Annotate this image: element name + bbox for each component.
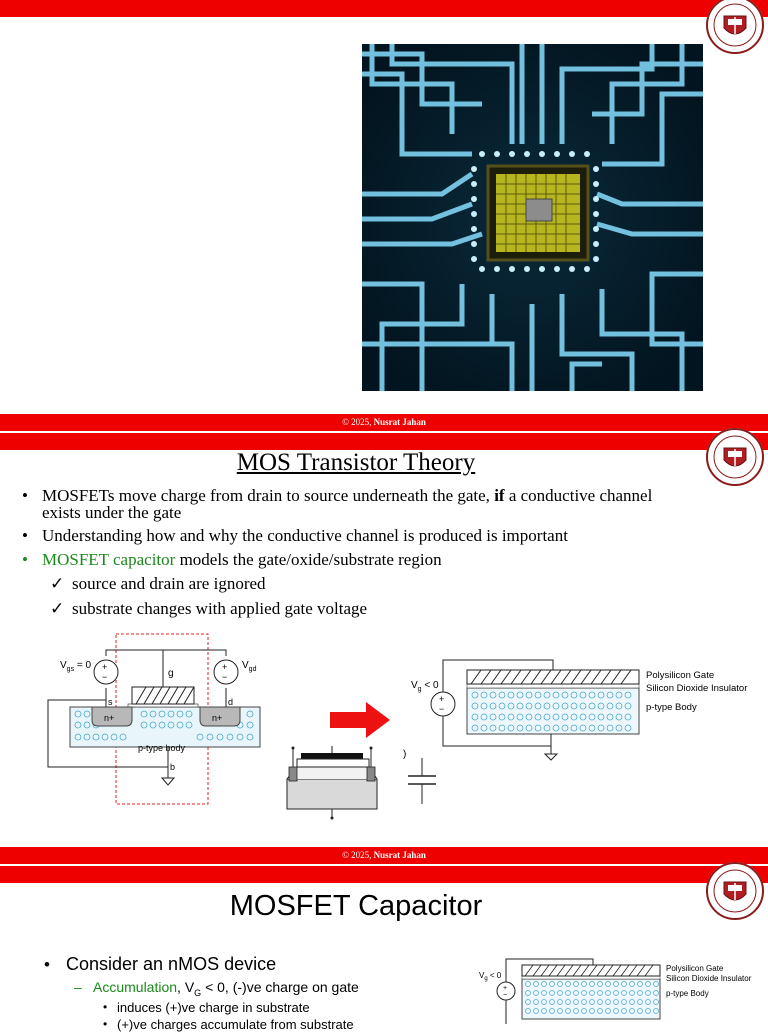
footer-prefix: © 2025, [342, 850, 374, 860]
mos-capacitor-small-diagram [475, 957, 760, 1024]
svg-text:−: − [503, 992, 508, 999]
bullet-2: • [22, 526, 28, 545]
accum-text-a: , V [177, 979, 195, 995]
polysilicon-gate-label: Polysilicon Gate [646, 670, 715, 681]
svg-text:−: − [102, 672, 108, 682]
svg-text:+: + [102, 662, 108, 672]
capacitor-symbol-icon [404, 758, 440, 813]
drain-terminal-label: d [228, 697, 234, 707]
slide3-accumulation-line [93, 979, 359, 998]
footer-copyright-1 [0, 414, 768, 431]
university-seal-logo [706, 862, 764, 920]
nplus-drain-label: n+ [212, 713, 223, 723]
slide2-title: MOS Transistor Theory [236, 449, 476, 476]
slide3-subsub-1: induces (+)ve charge in substrate [117, 1000, 310, 1015]
vgs-label: $V_{gs} = 0$ [60, 660, 92, 673]
subbullet-1-text: source and drain are ignored [72, 574, 266, 593]
oxide-label: Silicon Dioxide Insulator [666, 974, 752, 983]
university-seal-logo [706, 0, 764, 54]
university-seal-logo [706, 428, 764, 486]
vg-label: $V_g < 0$ [479, 971, 502, 982]
bullet-3-post: models the gate/oxide/substrate region [175, 550, 442, 569]
slide2-top-bar [0, 433, 768, 450]
p-type-body-label: p-type Body [666, 989, 709, 998]
footer-author: Nusrat Jahan [373, 850, 426, 860]
oxide-label: Silicon Dioxide Insulator [646, 683, 748, 694]
capacitor-block-diagram [283, 745, 383, 820]
vgd-label: $V_{gd}$ [242, 660, 257, 673]
slide3-subsub-dot: • [103, 1017, 108, 1031]
slide3-dash: – [74, 979, 82, 995]
checkmark-icon: ✓ [50, 574, 65, 593]
slide3-subsub-2: (+)ve charges accumulate from substrate [117, 1017, 354, 1032]
circuit-board-image [362, 44, 703, 391]
source-terminal-label: s [108, 697, 113, 707]
slide3-bullet-dot: • [44, 955, 50, 974]
red-arrow-icon [330, 702, 390, 743]
svg-text:+: + [222, 662, 228, 672]
bullet-3-highlight: MOSFET capacitor [42, 550, 176, 569]
bullet-3: • [22, 550, 28, 569]
bullet-1-bold: if [494, 486, 505, 505]
slide3-top-bar [0, 866, 768, 883]
svg-text:+: + [439, 694, 445, 704]
polysilicon-gate-label: Polysilicon Gate [666, 964, 724, 973]
slide3-subsub-dot: • [103, 1000, 108, 1014]
bullet-2-text: Understanding how and why the conductive channel is produced is important [42, 526, 568, 545]
slide3-title: MOSFET Capacitor [229, 890, 483, 922]
vg-label: $V_g < 0$ [411, 680, 439, 693]
footer-prefix: © 2025, [342, 417, 374, 427]
slide3-bullet-1: Consider an nMOS device [66, 954, 277, 974]
gate-terminal-label: g [168, 668, 174, 679]
bullet-1-pre: MOSFETs move charge from drain to source underneath the gate, [42, 486, 495, 505]
accum-subscript: G [194, 987, 202, 998]
footer-copyright-2 [0, 847, 768, 864]
paren-mark: ) [403, 749, 407, 760]
checkmark-icon: ✓ [50, 599, 65, 618]
p-type-body-label: p-type Body [646, 702, 697, 713]
accumulation-label: Accumulation [93, 979, 178, 995]
svg-text:−: − [222, 672, 228, 682]
svg-text:−: − [439, 704, 445, 714]
mosfet-transistor-diagram [40, 630, 270, 810]
bullet-1: • [22, 486, 28, 505]
mos-capacitor-crosssection [405, 654, 755, 766]
p-type-body-label: p-type body [138, 743, 186, 753]
bullet-1-continuation: exists under the gate [42, 503, 182, 522]
bullet-3-text [42, 550, 442, 570]
subbullet-2-text: substrate changes with applied gate voltage [72, 599, 368, 618]
top-red-bar [0, 0, 768, 17]
body-terminal-label: b [170, 762, 176, 772]
footer-author: Nusrat Jahan [373, 417, 426, 427]
accum-text-b: < 0, (-)ve charge on gate [201, 979, 359, 995]
svg-text:+: + [503, 985, 508, 992]
bullet-1-post: a conductive channel [504, 486, 653, 505]
nplus-source-label: n+ [104, 713, 115, 723]
